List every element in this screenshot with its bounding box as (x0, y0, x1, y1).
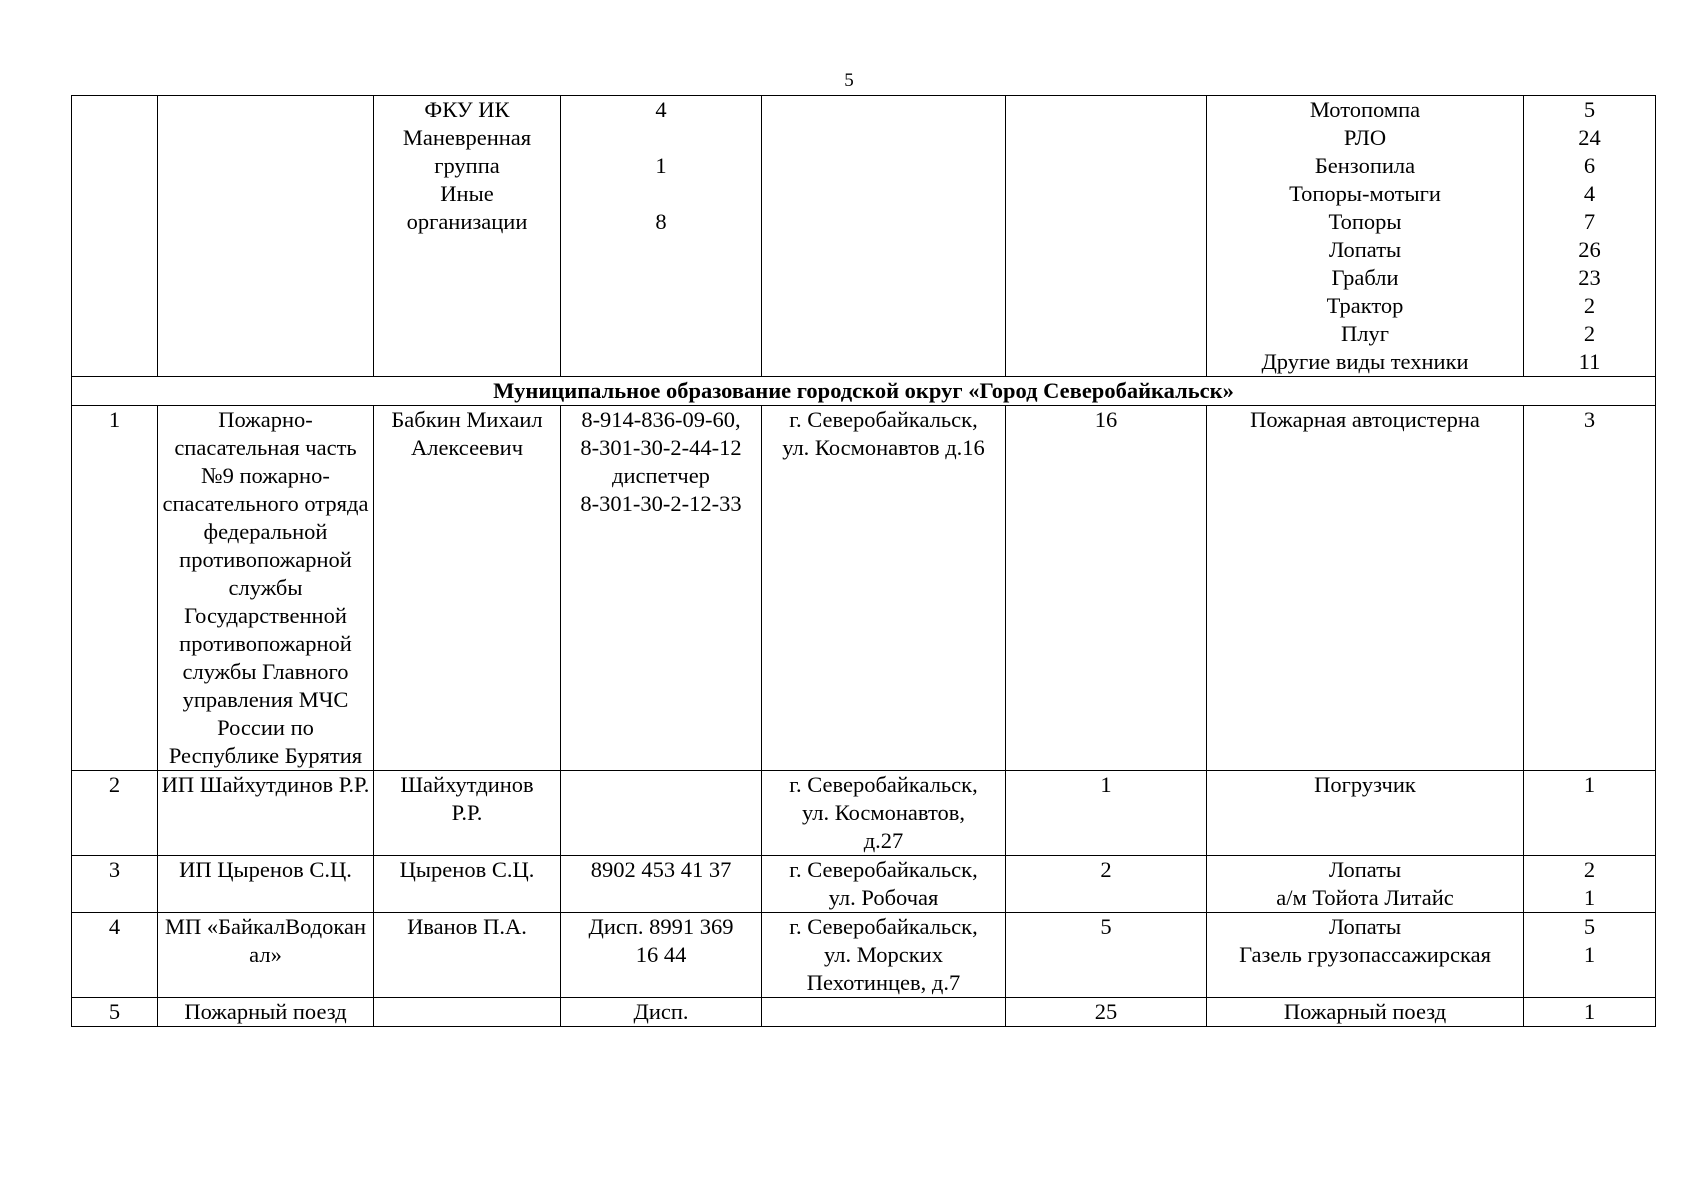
cell-organization: ИП Шайхутдинов Р.Р. (158, 771, 374, 856)
table-row (72, 771, 1656, 856)
cell-organization: ИП Цыренов С.Ц. (158, 856, 374, 913)
cell-address (762, 998, 1006, 1027)
cell-address (762, 96, 1006, 377)
cell-head: Шайхутдинов Р.Р. (374, 771, 561, 856)
table-row (72, 913, 1656, 998)
cell-phone: 4 1 8 (561, 96, 762, 377)
cell-address: г. Северобайкальск, ул. Космонавтов д.16 (762, 406, 1006, 771)
cell-equipment: Пожарный поезд (1207, 998, 1524, 1027)
section-title: Муниципальное образование городской округ «Город Северобайкальск» (72, 377, 1656, 406)
cell-number: 2 (72, 771, 158, 856)
cell-equipment: Погрузчик (1207, 771, 1524, 856)
table-row (72, 406, 1656, 771)
cell-number: 1 (72, 406, 158, 771)
table-row (72, 856, 1656, 913)
cell-staff: 5 (1006, 913, 1207, 998)
cell-address: г. Северобайкальск, ул. Космонавтов, д.27 (762, 771, 1006, 856)
cell-phone (561, 771, 762, 856)
cell-head: ФКУ ИК Маневренная группа Иные организации (374, 96, 561, 377)
section-row (72, 377, 1656, 406)
cell-organization: МП «БайкалВодоканал» (158, 913, 374, 998)
cell-head: Цыренов С.Ц. (374, 856, 561, 913)
cell-number: 4 (72, 913, 158, 998)
cell-count: 1 (1524, 771, 1656, 856)
cell-organization: Пожарно-спасательная часть №9 пожарно-спасательного отряда федеральной противопожарной службы Государственной противопожарной службы Главного управления МЧС России по Республике Бурятия (158, 406, 374, 771)
table-row (72, 998, 1656, 1027)
resources-table (71, 95, 1656, 1027)
cell-phone: 8902 453 41 37 (561, 856, 762, 913)
cell-phone: Дисп. 8991 369 16 44 (561, 913, 762, 998)
cell-number: 3 (72, 856, 158, 913)
cell-count: 3 (1524, 406, 1656, 771)
page-number: 5 (844, 70, 854, 91)
cell-head: Бабкин Михаил Алексеевич (374, 406, 561, 771)
cell-equipment: Лопаты Газель грузопассажирская (1207, 913, 1524, 998)
cell-number (72, 96, 158, 377)
cell-count: 1 (1524, 998, 1656, 1027)
cell-phone: Дисп. (561, 998, 762, 1027)
cell-equipment: Пожарная автоцистерна (1207, 406, 1524, 771)
cell-phone: 8-914-836-09-60, 8-301-30-2-44-12 диспетчер 8-301-30-2-12-33 (561, 406, 762, 771)
cell-staff: 25 (1006, 998, 1207, 1027)
cell-count: 5 1 (1524, 913, 1656, 998)
cell-staff (1006, 96, 1207, 377)
cell-count: 2 1 (1524, 856, 1656, 913)
cell-count: 5 24 6 4 7 26 23 2 2 11 (1524, 96, 1656, 377)
cell-staff: 2 (1006, 856, 1207, 913)
cell-organization (158, 96, 374, 377)
cell-number: 5 (72, 998, 158, 1027)
cell-equipment: Лопаты а/м Тойота Литайс (1207, 856, 1524, 913)
continuation-row (72, 96, 1656, 377)
cell-head: Иванов П.А. (374, 913, 561, 998)
cell-address: г. Северобайкальск, ул. Морских Пехотинцев, д.7 (762, 913, 1006, 998)
cell-address: г. Северобайкальск, ул. Робочая (762, 856, 1006, 913)
cell-head (374, 998, 561, 1027)
cell-staff: 1 (1006, 771, 1207, 856)
cell-organization: Пожарный поезд (158, 998, 374, 1027)
cell-staff: 16 (1006, 406, 1207, 771)
cell-equipment: Мотопомпа РЛО Бензопила Топоры-мотыги Топоры Лопаты Грабли Трактор Плуг Другие виды техники (1207, 96, 1524, 377)
